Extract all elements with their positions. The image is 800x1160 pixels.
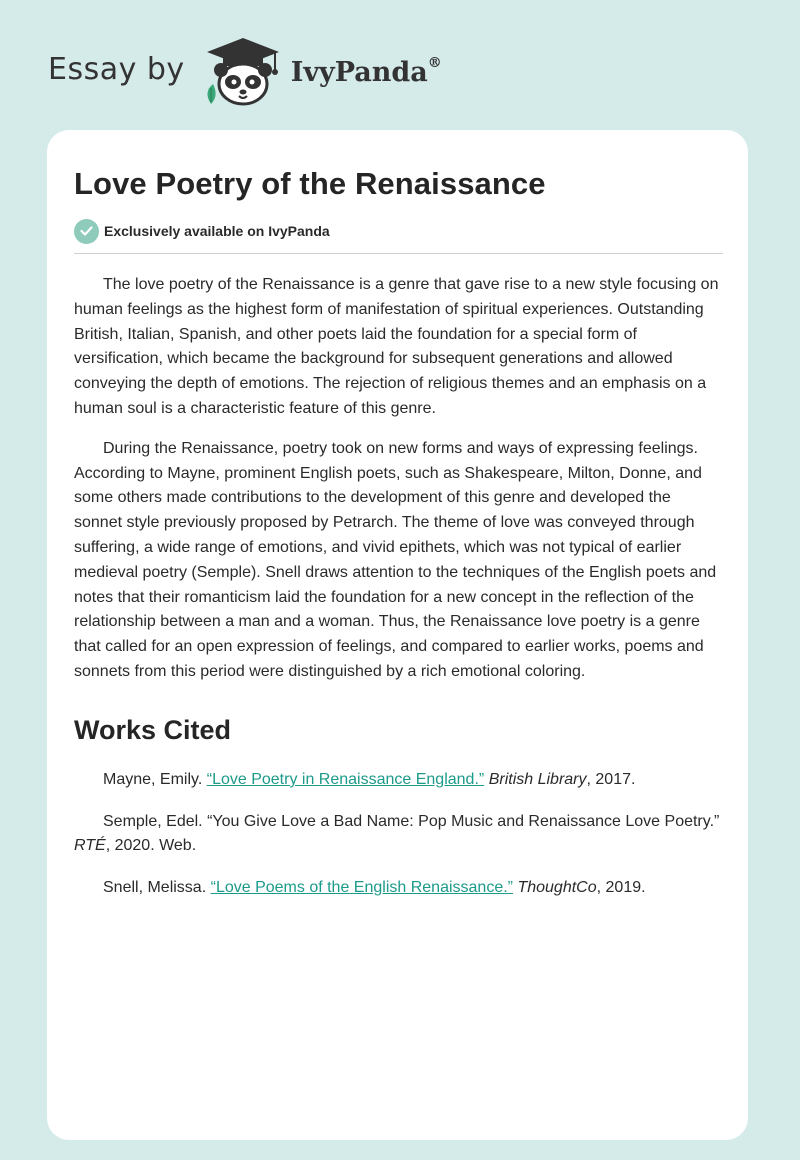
divider [74,253,723,254]
essay-card [47,130,748,1140]
citation-author: Mayne, Emily. [103,770,203,788]
citation [74,876,721,901]
trademark-symbol: ® [427,54,442,71]
citation-source: ThoughtCo [517,879,597,897]
brand-name: IvyPanda® [290,54,442,88]
citation-author: Snell, Melissa. [103,879,207,897]
works-cited-heading: Works Cited [74,714,232,745]
panda-graduate-icon [199,36,287,106]
citation-link[interactable]: “Love Poetry in Renaissance England.” [206,770,485,788]
citation-source: British Library [488,770,587,788]
citation [74,810,721,860]
citation-author: Semple, Edel. [103,812,203,830]
citation-title: “You Give Love a Bad Name: Pop Music and Renaissance Love Poetry.” [207,812,720,830]
paragraph: The love poetry of the Renaissance is a genre that gave rise to a new style focusing on human feelings as the highest form of manifestation of spiritual experiences. Outstanding British, Italian, Spanish, and other poets laid the foundation for a special form of versification, which became the background for subsequent generations and allowed conveying the depth of emotions. The rejection of religious themes and an emphasis on a human soul is a characteristic feature of this genre. [74,276,719,417]
paragraph: During the Renaissance, poetry took on new forms and ways of expressing feelings. According to Mayne, prominent English poets, such as Shakespeare, Milton, Donne, and some others made contributions to the development of this genre and developed the sonnet style previously proposed by Petrarch. The theme of love was conveyed through suffering, a wide range of emotions, and vivid epithets, which was not typical of earlier medieval poetry (Semple). Snell draws attention to the techniques of the English poets and notes that their romanticism laid the foundation for a new concept in the reflection of the relationship between a man and a woman. Thus, the Renaissance love poetry is a genre that called for an open expression of feelings, and compared to earlier works, poems and sonnets from this period were distinguished by a rich emotional coloring. [74,439,717,680]
essay-body [74,273,721,685]
exclusive-label: Exclusively available on IvyPanda [104,223,330,239]
citation [74,768,721,793]
citation-details: , 2019. [596,879,646,897]
citation-details: , 2017. [586,770,636,788]
citation-details: , 2020. Web. [105,837,197,855]
essay-by-label: Essay by [48,51,185,87]
exclusive-badge [74,218,721,244]
page-title: Love Poetry of the Renaissance [74,166,546,201]
citation-source: RTÉ [74,837,106,855]
citation-link[interactable]: “Love Poems of the English Renaissance.” [210,879,513,897]
check-icon [74,219,99,244]
site-header [48,36,442,106]
